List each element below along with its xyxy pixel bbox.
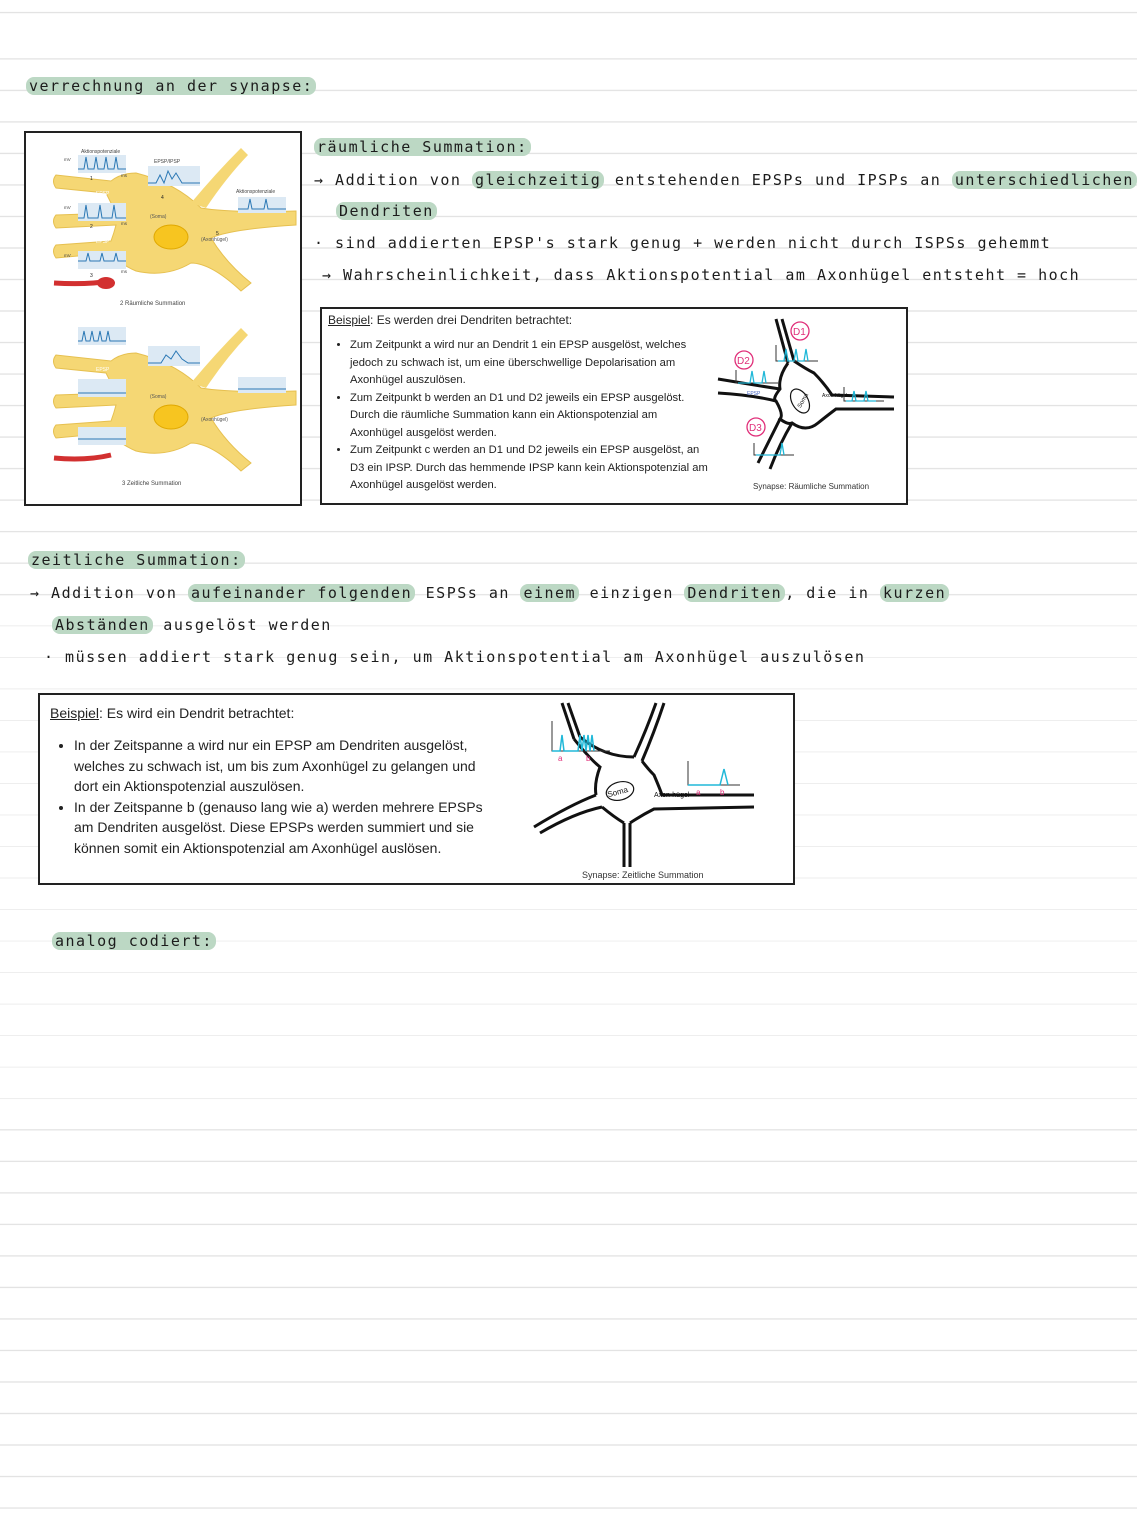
top-mv-2: mV — [64, 205, 71, 210]
top-graph-1 — [78, 155, 126, 173]
spatial-neuron — [54, 148, 297, 307]
d2-label: D2 — [737, 356, 750, 367]
list-item: • In der Zeitspanne b (genauso lang wie a) werden mehrere EPSPs am Dendriten ausgelöst. Diese EPSPs werden summiert und sie können somit ein Aktionspotenzial am Axonhügel auslösen. — [74, 797, 494, 859]
bottom-axon-label: (Axonhügel) — [201, 417, 228, 423]
top-figure-caption: 2 Räumliche Summation — [120, 301, 186, 307]
top-n1: 1 — [90, 176, 93, 182]
raeumlich-line-1: → Addition von gleichzeitig entstehenden EPSPs und IPSPs an unterschiedlichen — [314, 171, 1137, 189]
zeitlich-a-2: a — [696, 788, 701, 797]
d3-label: D3 — [749, 423, 762, 434]
raeumlich-example-list — [328, 337, 710, 495]
bottom-graph-1 — [78, 327, 126, 345]
raeumlich-example-title: Beispiel: Es werden drei Dendriten betrachtet: — [328, 313, 573, 327]
neuron-figure — [24, 131, 302, 506]
list-item: • Zum Zeitpunkt c werden an D1 und D2 jeweils ein EPSP ausgelöst, an D3 ein IPSP. Durch das hemmende IPSP kann kein Aktionspotenzial am Axonhügel ausgelöst werden. — [350, 442, 710, 495]
raeumlich-caption: Synapse: Räumliche Summation — [753, 482, 870, 491]
zeitlich-line-1: → Addition von aufeinander folgenden ESPSs an einem einzigen Dendriten , die in kurzen — [30, 584, 949, 602]
top-nucleus — [154, 225, 188, 249]
bottom-nucleus — [154, 405, 188, 429]
top-graph-axon — [238, 197, 286, 213]
raeumlich-axon-label: Axon-hügel — [822, 393, 848, 399]
top-ms-3: ms — [121, 269, 127, 274]
list-item: • Zum Zeitpunkt b werden an D1 und D2 jeweils ein EPSP ausgelöst. Durch die räumliche Summation kann ein Aktionspotenzial am Axonhügel ausgelöst werden. — [350, 390, 710, 443]
raeumlich-soma-label: Soma — [797, 392, 811, 410]
raeumlich-line-4: → Wahrscheinlichkeit, dass Aktionspotential am Axonhügel entsteht = hoch — [322, 266, 1081, 284]
top-ms-2: ms — [121, 221, 127, 226]
top-ipsp: IPSP — [96, 289, 108, 295]
bottom-soma-label: (Soma) — [150, 394, 167, 400]
top-epsp-1: EPSP — [96, 191, 110, 197]
bottom-figure-caption: 3 Zeitliche Summation — [122, 481, 182, 487]
top-epsp-ipsp-label: EPSP/IPSP — [154, 159, 181, 165]
raeumlich-line-3: · sind addierten EPSP's stark genug + werden nicht durch ISPSs gehemmt — [314, 234, 1052, 252]
top-n2: 2 — [90, 224, 93, 230]
list-item: • In der Zeitspanne a wird nur ein EPSP am Dendriten ausgelöst, welches zu schwach ist, um bis zum Axonhügel zu gelangen und dort ein Aktionspotenzial auszulösen. — [74, 735, 494, 797]
analog-heading: analog codiert: — [52, 932, 216, 950]
bottom-graph-3 — [78, 427, 126, 445]
zeitlich-diagram — [530, 699, 770, 869]
raeumlich-epsp-label: EPSP — [747, 391, 761, 397]
zeitlich-soma-label: Soma — [606, 785, 629, 800]
raeumlich-example-box — [320, 307, 908, 505]
neuron-figure-svg — [26, 133, 300, 504]
d1-label: D1 — [793, 327, 806, 338]
zeitlich-b-1: b — [586, 754, 591, 763]
list-item: • Zum Zeitpunkt a wird nur an Dendrit 1 ein EPSP ausgelöst, welches jedoch zu schwach ist, um eine überschwellige Depolarisation am Axonhügel auszulösen. — [350, 337, 710, 390]
bottom-epsp: EPSP — [96, 367, 110, 373]
raeumlich-diagram — [714, 315, 904, 485]
top-n5: 5 — [216, 231, 219, 237]
zeitlich-example-box — [38, 693, 795, 885]
zeitlich-line-3: · müssen addiert stark genug sein, um Aktionspotential am Axonhügel auszulösen — [44, 648, 866, 666]
temporal-neuron — [54, 327, 297, 487]
top-axon-label: (Axonhügel) — [201, 237, 228, 243]
top-ms-1: ms — [121, 173, 127, 178]
top-mv-1: mV — [64, 157, 71, 162]
zeitlich-a-1: a — [558, 754, 563, 763]
top-ap-label-2: Aktionspotenziale — [236, 189, 276, 195]
zeitlich-axon-label: Axon-hügel — [654, 792, 690, 799]
top-n4: 4 — [161, 195, 164, 201]
zeitlich-heading: zeitliche Summation: — [28, 551, 245, 569]
top-epsp-2: EPSP — [96, 239, 110, 245]
zeitlich-example-title: Beispiel: Es wird ein Dendrit betrachtet: — [50, 705, 295, 721]
top-graph-soma — [148, 166, 200, 186]
raeumlich-heading: räumliche Summation: — [314, 138, 531, 156]
top-soma-label: (Soma) — [150, 214, 167, 220]
zeitlich-b-2: b — [720, 788, 725, 797]
bottom-graph-soma — [148, 346, 200, 366]
raeumlich-line-2: Dendriten — [336, 202, 437, 220]
top-graph-2 — [78, 203, 126, 221]
zeitlich-example-list — [50, 735, 494, 858]
bottom-graph-axon — [238, 377, 286, 393]
top-ap-label: Aktionspotenziale — [81, 149, 121, 155]
zeitlich-caption: Synapse: Zeitliche Summation — [582, 870, 704, 880]
bottom-graph-2 — [78, 379, 126, 397]
page-title: verrechnung an der synapse: — [26, 77, 316, 95]
top-graph-3 — [78, 251, 126, 269]
top-n3: 3 — [90, 273, 93, 279]
zeitlich-line-2: Abständen ausgelöst werden — [52, 616, 332, 634]
top-mv-3: mV — [64, 253, 71, 258]
